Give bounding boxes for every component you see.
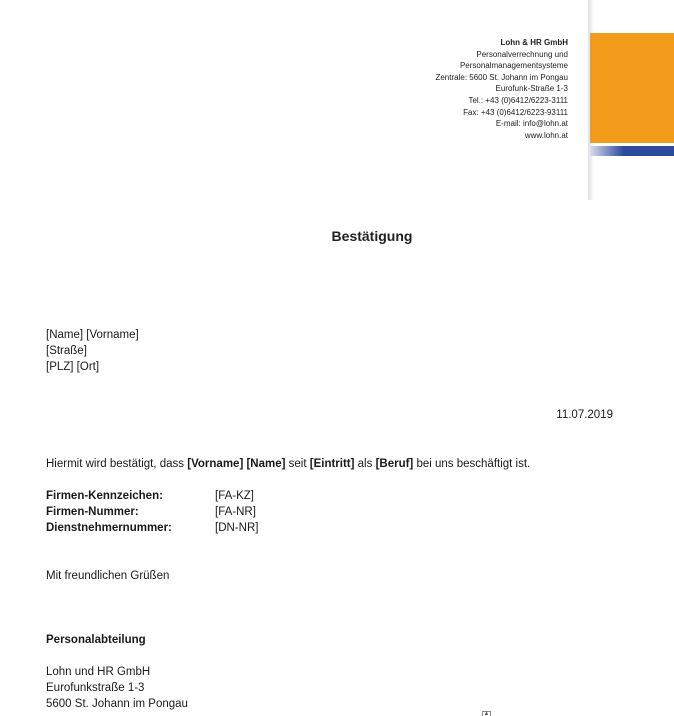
confirmation-text: bei uns beschäftigt ist. (413, 458, 531, 470)
letterhead-line: Personalverrechnung und (476, 49, 568, 59)
employee-fields (46, 488, 258, 536)
orange-accent-band (590, 33, 674, 143)
letterhead (435, 37, 568, 141)
blue-accent-band (590, 146, 674, 156)
confirmation-sentence (46, 456, 530, 472)
recipient-address (46, 327, 139, 375)
confirmation-text: seit (285, 458, 310, 470)
recipient-name: [Name] [Vorname] (46, 329, 139, 341)
confirmation-text: Hiermit wird bestätigt, dass (46, 458, 188, 470)
field-row-company-code (46, 488, 258, 504)
field-row-employee-number (46, 520, 258, 536)
letterhead-line: Tel.: +43 (0)6412/6223-3111 (468, 95, 568, 105)
field-label: Firmen-Nummer: (46, 506, 139, 518)
field-label: Firmen-Kennzeichen: (46, 490, 163, 502)
letterhead-line: Fax: +43 (0)6412/6223-93111 (463, 107, 568, 117)
closing-greeting: Mit freundlichen Grüßen (46, 570, 170, 582)
sender-street: Eurofunkstraße 1-3 (46, 682, 145, 694)
placeholder-profession: [Beruf] (375, 458, 414, 470)
sender-company: Lohn und HR GmbH (46, 666, 151, 678)
field-label: Dienstnehmernummer: (46, 522, 172, 534)
field-value: [FA-NR] (215, 506, 256, 518)
company-name: Lohn & HR GmbH (500, 38, 568, 47)
recipient-street: [Straße] (46, 345, 87, 357)
letterhead-line: E-mail: info@lohn.at (495, 119, 568, 129)
letterhead-line: Personalmanagementsysteme (459, 61, 568, 71)
letterhead-line: www.lohn.at (524, 130, 568, 140)
field-row-company-number (46, 504, 258, 520)
confirmation-text: als (354, 458, 376, 470)
sender-city: 5600 St. Johann im Pongau (46, 698, 188, 710)
layout-anchor-icon[interactable]: ▲ (483, 711, 490, 716)
placeholder-full-name: [Vorname] [Name] (187, 458, 286, 470)
letter-date: 11.07.2019 (556, 409, 613, 421)
letterhead-line: Zentrale: 5600 St. Johann im Pongau (435, 72, 568, 82)
department-signature: Personalabteilung (46, 634, 146, 646)
document-title: Bestätigung (331, 228, 413, 244)
field-value: [FA-KZ] (215, 490, 254, 502)
recipient-city: [PLZ] [Ort] (46, 361, 100, 373)
letterhead-line: Eurofunk-Straße 1-3 (495, 84, 568, 94)
sender-address (46, 664, 188, 712)
field-value: [DN-NR] (215, 522, 259, 534)
placeholder-entry-date: [Eintritt] (309, 458, 355, 470)
